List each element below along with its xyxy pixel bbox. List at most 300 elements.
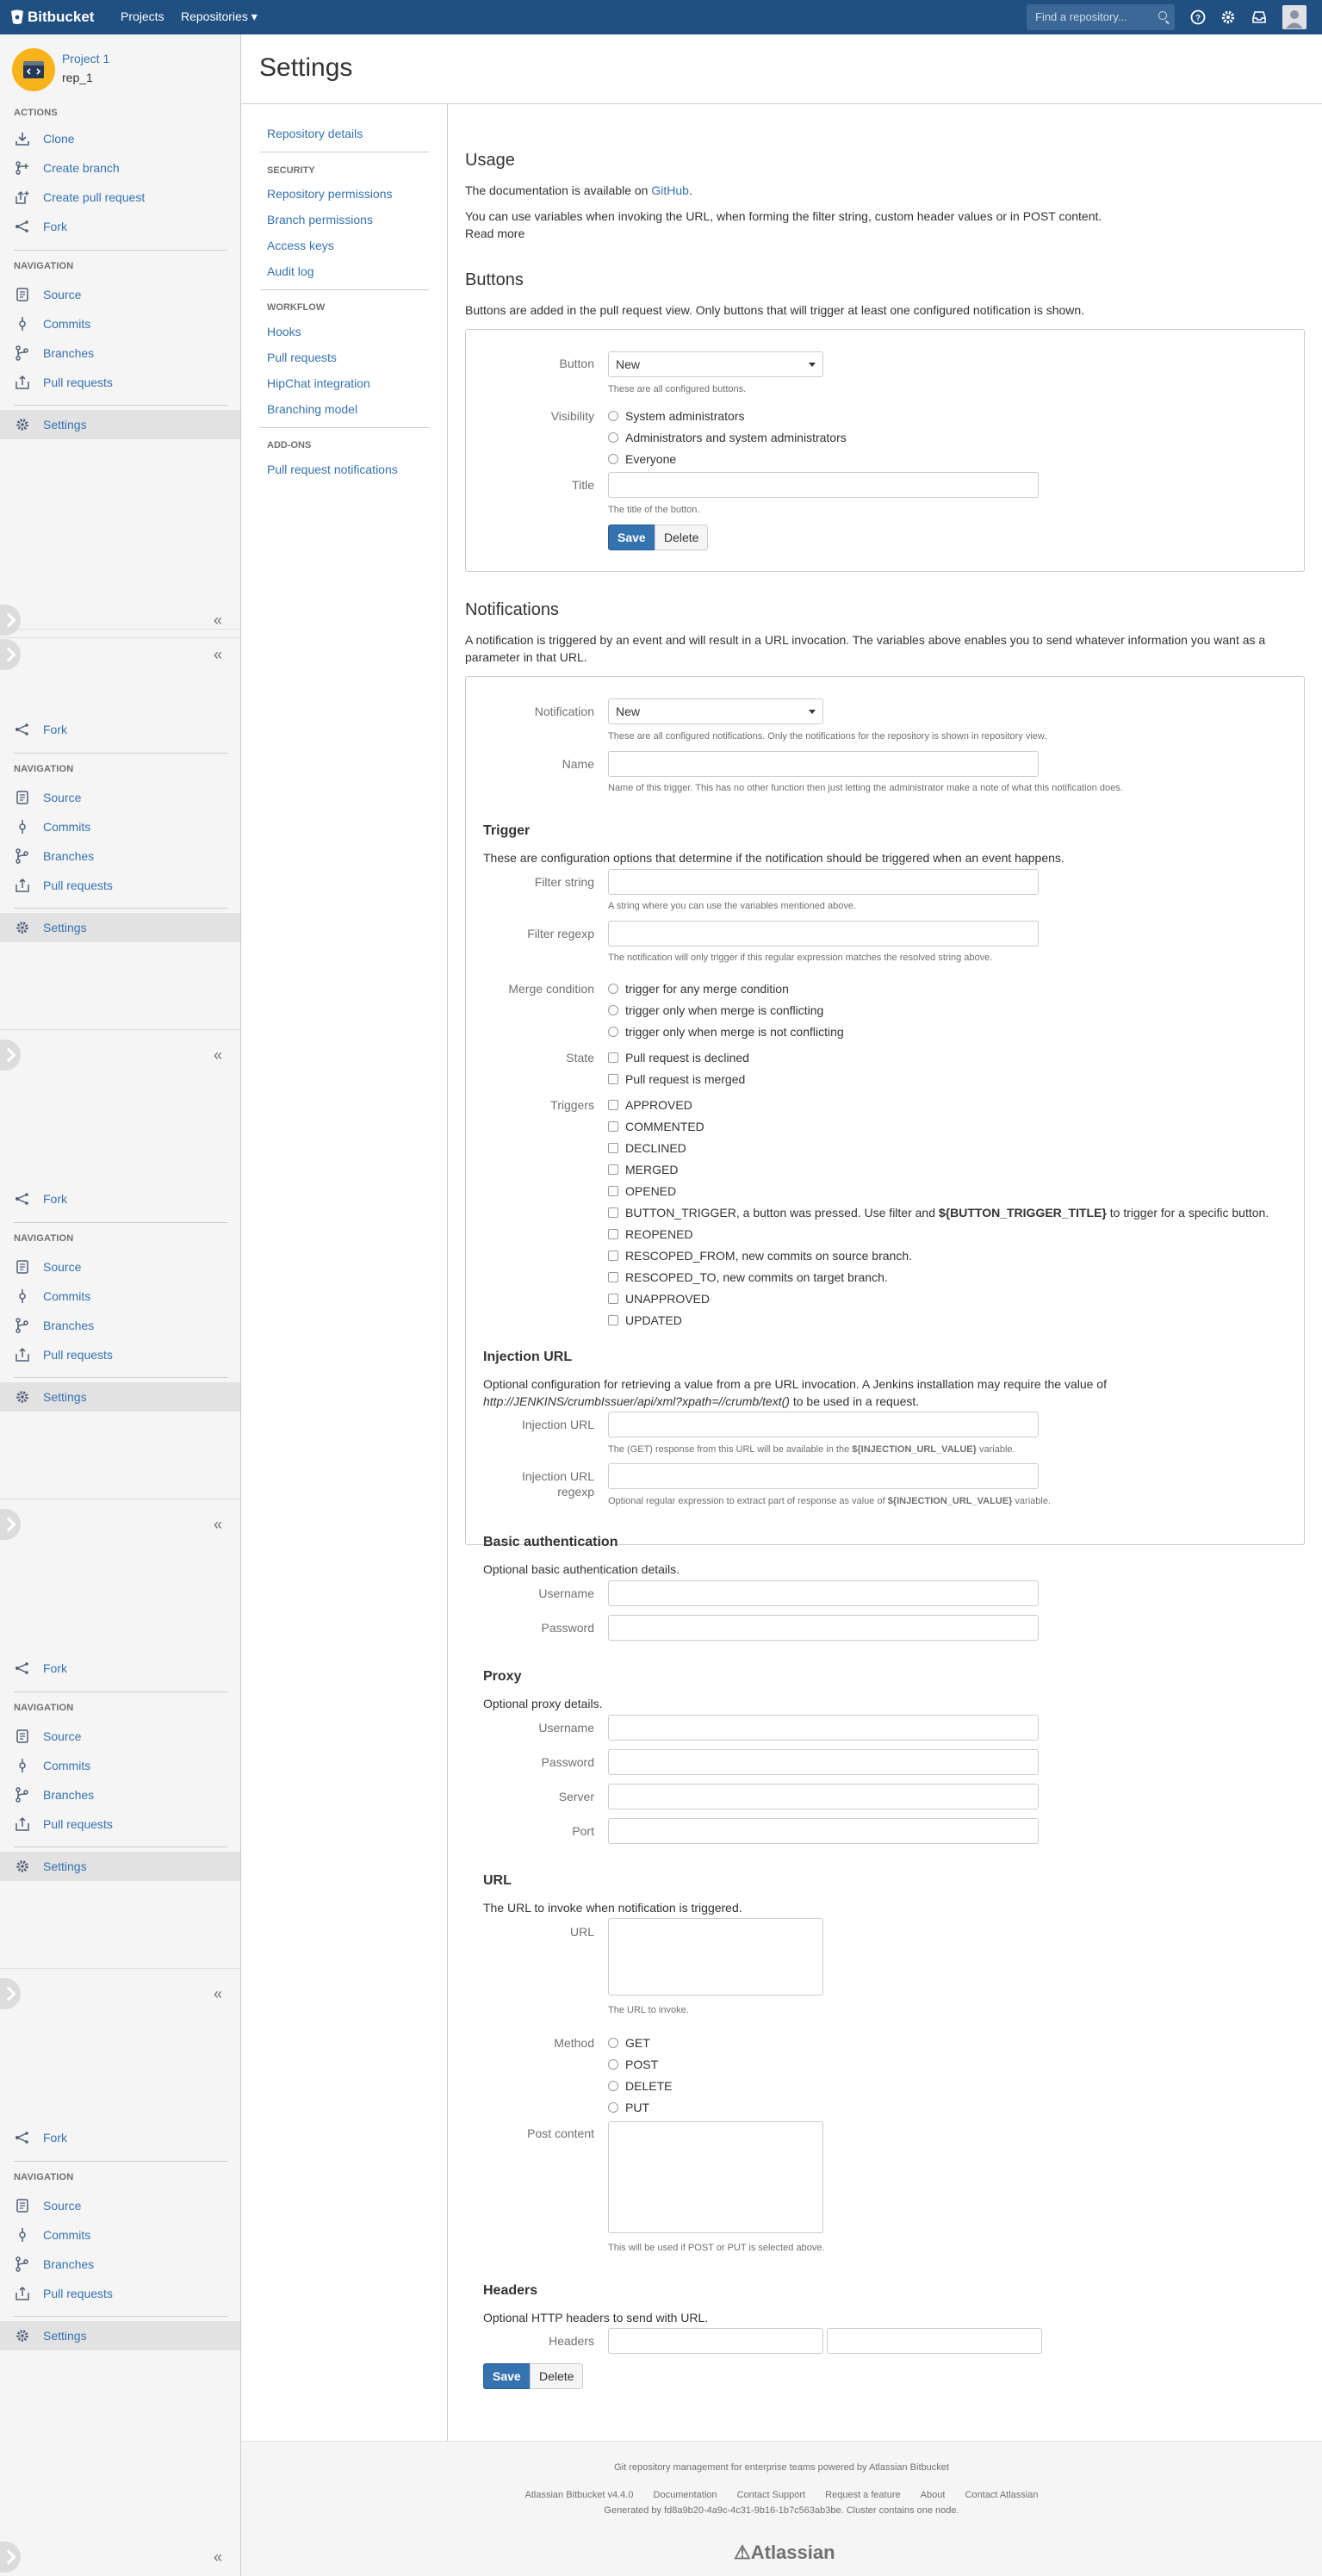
sidebar-item-label: Branches [43, 849, 95, 863]
state-label: State [566, 1051, 594, 1065]
checkbox-icon[interactable] [608, 1315, 618, 1325]
proxy-password-input[interactable] [608, 1749, 1039, 1775]
checkbox-icon[interactable] [608, 1229, 618, 1239]
basic-username-input[interactable] [608, 1580, 1039, 1606]
headers-heading: Headers [483, 2283, 538, 2298]
sidebar-item-commits[interactable] [0, 2220, 240, 2250]
merge-option[interactable] [608, 1002, 823, 1018]
proxy-server-input[interactable] [608, 1784, 1039, 1809]
sidebar-item-label: Pull requests [43, 1348, 113, 1362]
merge-option[interactable] [608, 981, 789, 996]
navigation-heading: NAVIGATION [14, 764, 74, 774]
collapse-sidebar-icon[interactable]: « [214, 611, 223, 629]
option-label: PUT [625, 2101, 649, 2114]
checkbox-icon[interactable] [608, 1074, 618, 1084]
option-label: GET [625, 2036, 650, 2050]
sidebar-item-fork[interactable] [0, 1654, 240, 1683]
injection-url-input[interactable] [608, 1412, 1039, 1437]
commits-icon [14, 1757, 31, 1774]
subnav-pull-request-notifications[interactable]: Pull request notifications [267, 462, 398, 476]
header-name-input[interactable] [608, 2328, 823, 2354]
sidebar-divider [14, 250, 227, 251]
proxy-password-label: Password [541, 1755, 594, 1769]
search-input[interactable] [1027, 4, 1175, 30]
merge-condition-label: Merge condition [508, 982, 594, 996]
project-link[interactable]: Project 1 [62, 52, 110, 65]
sidebar-item-label: Source [43, 791, 82, 804]
sidebar-item-source[interactable] [0, 2191, 240, 2220]
injection-help-a: The (GET) response from this URL will be available in the [608, 1444, 853, 1455]
sidebar-item-branches[interactable] [0, 1311, 240, 1340]
expand-sidebar-icon[interactable] [0, 1040, 21, 1071]
trigger-option[interactable] [608, 1140, 686, 1156]
inbox-icon[interactable] [1251, 9, 1268, 26]
fork-icon [14, 1660, 31, 1677]
trigger-option[interactable] [608, 1183, 676, 1199]
nav-projects[interactable]: Projects [121, 9, 164, 23]
trigger-desc-b: to trigger for a specific button. [1106, 1206, 1269, 1220]
method-option[interactable] [608, 2078, 672, 2094]
name-label: Name [562, 757, 594, 771]
chevron-down-icon: ▾ [251, 9, 258, 23]
radio-icon[interactable] [608, 454, 618, 464]
url-label: URL [569, 1925, 594, 1939]
fork-icon [14, 218, 31, 235]
checkbox-icon[interactable] [608, 1272, 618, 1282]
sidebar-item-label: Fork [43, 723, 67, 736]
page-title: Settings [259, 53, 353, 82]
trigger-description: These are configuration options that determine if the notification should be triggered when an event happens. [483, 851, 1064, 865]
trigger-desc-a: , a button was pressed. Use filter and [735, 1206, 939, 1220]
branches-icon [14, 1786, 31, 1803]
navigation-heading: NAVIGATION [14, 261, 74, 271]
save-button[interactable]: Save [608, 525, 655, 550]
atlassian-icon: ⚠ [734, 2542, 751, 2563]
footer-link-about[interactable]: About [920, 2490, 946, 2500]
subnav-divider [260, 427, 429, 428]
sidebar-item-label: Fork [43, 1192, 67, 1206]
sidebar-divider [14, 2161, 227, 2162]
checkbox-icon[interactable] [608, 1121, 618, 1132]
top-header [0, 0, 1322, 34]
basic-auth-description: Optional basic authentication details. [483, 1562, 680, 1576]
sidebar-section-divider [0, 1029, 240, 1030]
proxy-server-label: Server [558, 1790, 594, 1803]
option-label: trigger only when merge is not conflicting [625, 1025, 844, 1039]
state-option[interactable] [608, 1050, 749, 1065]
radio-icon[interactable] [608, 2081, 618, 2091]
button-title-input[interactable] [608, 472, 1039, 498]
footer-link-contact-atlassian[interactable]: Contact Atlassian [965, 2490, 1039, 2500]
source-icon [14, 2197, 31, 2214]
option-label: POST [625, 2058, 659, 2071]
sidebar-item-create-branch[interactable] [0, 153, 240, 183]
sidebar-item-source[interactable] [0, 1252, 240, 1282]
settings-icon [14, 1858, 31, 1875]
trigger-option[interactable] [608, 1226, 693, 1242]
notification-select-value: New [616, 705, 641, 718]
option-label: trigger only when merge is conflicting [625, 1003, 824, 1017]
sidebar-item-settings[interactable] [0, 913, 240, 942]
expand-sidebar-icon[interactable] [0, 2542, 21, 2573]
footer [241, 2441, 1322, 2576]
notification-save-button[interactable]: Save [483, 2363, 531, 2389]
url-description: The URL to invoke when notification is triggered. [483, 1901, 742, 1915]
subnav-repository-permissions[interactable]: Repository permissions [267, 187, 393, 201]
proxy-username-input[interactable] [608, 1715, 1039, 1741]
sidebar-item-commits[interactable] [0, 309, 240, 338]
help-icon[interactable] [1189, 9, 1207, 26]
sidebar-item-commits[interactable] [0, 1751, 240, 1780]
sidebar-item-pull-requests[interactable] [0, 368, 240, 397]
branches-icon [14, 345, 31, 362]
username-label: Username [538, 1586, 594, 1600]
trigger-var: ${BUTTON_TRIGGER_TITLE} [938, 1206, 1107, 1220]
sidebar-item-label: Source [43, 1260, 82, 1274]
subnav-addons-heading: ADD-ONS [267, 440, 312, 450]
injection-desc-path: http://JENKINS/crumbIssuer/api/xml?xpath=//crumb/text() [483, 1394, 790, 1408]
merge-option[interactable] [608, 1024, 844, 1040]
checkbox-icon[interactable] [608, 1294, 618, 1304]
fork-icon [14, 1190, 31, 1207]
radio-icon[interactable] [608, 2102, 618, 2113]
bitbucket-icon [10, 9, 24, 25]
sidebar-item-label: Branches [43, 1788, 95, 1802]
collapse-sidebar-icon[interactable]: « [214, 646, 223, 663]
checkbox-icon[interactable] [608, 1143, 618, 1153]
sidebar-item-clone[interactable] [0, 124, 240, 153]
checkbox-icon[interactable] [608, 1164, 618, 1175]
sidebar-item-source[interactable] [0, 783, 240, 812]
sidebar-item-source[interactable] [0, 280, 240, 309]
checkbox-icon[interactable] [608, 1052, 618, 1063]
subnav-pull-requests[interactable]: Pull requests [267, 351, 337, 364]
project-icon [12, 48, 55, 91]
option-label: OPENED [625, 1184, 677, 1198]
injection-url-regexp-label [465, 1468, 594, 1499]
sidebar-item-settings[interactable] [0, 2321, 240, 2350]
sidebar-item-label: Source [43, 1729, 82, 1743]
subnav-audit-log[interactable]: Audit log [267, 264, 314, 278]
option-label: Pull request is merged [625, 1072, 746, 1086]
filter-string-input[interactable] [608, 869, 1039, 895]
sidebar-divider [14, 1691, 227, 1692]
expand-sidebar-icon[interactable] [0, 1978, 21, 2009]
injection-regexp-help-var: ${INJECTION_URL_VALUE} [887, 1496, 1013, 1506]
notifications-description: A notification is triggered by an event and will result in a URL invocation. The variables above enables you to send whatever information you want as a parameter in that URL. [465, 633, 1266, 664]
repo-name: rep_1 [62, 71, 93, 84]
button-select-value: New [616, 357, 641, 371]
proxy-description: Optional proxy details. [483, 1697, 603, 1710]
branches-icon [14, 847, 31, 865]
source-icon [14, 286, 31, 303]
injection-regexp-help-a: Optional regular expression to extract part of response as value of [608, 1496, 888, 1506]
visibility-option[interactable] [608, 451, 676, 467]
dropdown-arrow-icon [809, 710, 816, 714]
source-icon [14, 1258, 31, 1276]
option-label: System administrators [625, 409, 745, 423]
injection-url-heading: Injection URL [483, 1350, 573, 1364]
sidebar-item-branches[interactable] [0, 2250, 240, 2279]
sidebar-item-label: Branches [43, 346, 95, 360]
sidebar-item-branches[interactable] [0, 338, 240, 368]
radio-icon[interactable] [608, 1027, 618, 1037]
sidebar-item-fork[interactable] [0, 1184, 240, 1214]
filter-regexp-input[interactable] [608, 921, 1039, 947]
method-option[interactable] [608, 2057, 658, 2072]
settings-icon [14, 2327, 31, 2344]
logo-text: Bitbucket [28, 9, 95, 25]
footer-links [241, 2490, 1322, 2500]
user-avatar[interactable] [1282, 5, 1306, 29]
sidebar-item-commits[interactable] [0, 812, 240, 841]
commits-icon [14, 818, 31, 835]
sidebar-divider [14, 1377, 227, 1378]
usage-heading: Usage [465, 151, 515, 170]
project-avatar[interactable] [12, 48, 55, 91]
basic-password-input[interactable] [608, 1615, 1039, 1641]
proxy-username-label: Username [538, 1721, 594, 1735]
sidebar-item-label: Settings [43, 418, 87, 431]
bitbucket-logo[interactable] [10, 8, 94, 27]
visibility-label: Visibility [550, 409, 594, 423]
headers-description: Optional HTTP headers to send with URL. [483, 2311, 709, 2325]
url-textarea[interactable] [608, 1918, 823, 1996]
title-label: Title [572, 478, 594, 492]
footer-generated: Generated by fd8a9b20-4a9c-4c31-9b16-1b7c563ab3be. Cluster contains one node. [604, 2505, 959, 2516]
subnav-security-heading: SECURITY [267, 165, 315, 176]
trigger-option[interactable] [608, 1205, 1269, 1220]
source-icon [14, 789, 31, 806]
injection-url-label: Injection URL [521, 1418, 594, 1431]
gear-icon[interactable] [1220, 9, 1237, 26]
sidebar-item-settings[interactable] [0, 1852, 240, 1881]
radio-icon[interactable] [608, 411, 618, 421]
sidebar-item-label: Settings [43, 1390, 87, 1404]
sidebar-item-branches[interactable] [0, 1780, 240, 1809]
sidebar-item-create-pull-request[interactable] [0, 183, 240, 212]
subnav-divider [447, 104, 448, 2441]
injection-url-regexp-input[interactable] [608, 1463, 1039, 1489]
sidebar-item-fork[interactable] [0, 2123, 240, 2152]
sidebar-item-label: Fork [43, 2131, 67, 2145]
url-help: The URL to invoke. [608, 2005, 689, 2015]
option-label: UPDATED [625, 1313, 682, 1327]
proxy-port-label: Port [572, 1824, 594, 1838]
sidebar-item-label: Fork [43, 1661, 67, 1675]
sidebar-item-pull-requests[interactable] [0, 871, 240, 900]
sidebar-item-fork[interactable] [0, 212, 240, 241]
method-option[interactable] [608, 2035, 650, 2051]
subnav-workflow-heading: WORKFLOW [267, 302, 326, 313]
sidebar-item-label: Fork [43, 220, 67, 233]
sidebar-item-pull-requests[interactable] [0, 1809, 240, 1839]
radio-icon[interactable] [608, 2059, 618, 2070]
option-label: UNAPPROVED [625, 1292, 711, 1306]
filter-regexp-help: The notification will only trigger if this regular expression matches the resolved string above. [608, 953, 993, 963]
clone-icon [14, 130, 31, 147]
option-label: trigger for any merge condition [625, 982, 789, 996]
sidebar-item-label: Pull requests [43, 878, 113, 892]
method-label: Method [554, 2036, 594, 2050]
github-link[interactable]: GitHub [651, 183, 689, 197]
sidebar-item-branches[interactable] [0, 841, 240, 871]
usage-vars-text: You can use variables when invoking the URL, when forming the filter string, custom header values or in POST content. [465, 209, 1102, 223]
sidebar-item-source[interactable] [0, 1722, 240, 1751]
buttons-description: Buttons are added in the pull request view. Only buttons that will trigger at least one configured notification is shown. [465, 303, 1085, 317]
sidebar-item-label: Commits [43, 1289, 91, 1303]
radio-icon[interactable] [608, 432, 618, 443]
option-label [625, 1206, 1269, 1220]
post-content-help: This will be used if POST or PUT is selected above. [608, 2243, 825, 2253]
footer-link-request-feature[interactable]: Request a feature [825, 2490, 901, 2500]
radio-icon[interactable] [608, 984, 618, 994]
branches-icon [14, 1317, 31, 1334]
sidebar-divider [14, 1222, 227, 1223]
option-label: DELETE [625, 2079, 673, 2093]
expand-sidebar-icon[interactable] [0, 1509, 21, 1540]
sidebar-item-label: Source [43, 288, 82, 301]
trigger-heading: Trigger [483, 823, 531, 838]
sidebar-item-pull-requests[interactable] [0, 1340, 240, 1369]
commits-icon [14, 1288, 31, 1305]
pull-requests-icon [14, 1346, 31, 1363]
option-label: Administrators and system administrators [625, 431, 847, 444]
create-pull-request-icon [14, 189, 31, 206]
sidebar-item-label: Source [43, 2199, 82, 2213]
search-placeholder: Find a repository... [1035, 10, 1127, 23]
expand-sidebar-icon[interactable] [0, 639, 21, 670]
sidebar-item-label: Settings [43, 2329, 87, 2343]
collapse-sidebar-icon[interactable]: « [214, 1985, 223, 2002]
proxy-heading: Proxy [483, 1669, 522, 1684]
url-heading: URL [483, 1873, 512, 1888]
pull-requests-icon [14, 877, 31, 894]
branches-icon [14, 2256, 31, 2273]
read-more-link[interactable]: Read more [465, 227, 525, 240]
checkbox-icon[interactable] [608, 1100, 618, 1110]
post-content-textarea[interactable] [608, 2121, 823, 2233]
title-divider [241, 103, 1322, 104]
basic-auth-heading: Basic authentication [483, 1535, 618, 1549]
password-label: Password [541, 1621, 594, 1635]
sidebar-item-label: Settings [43, 1859, 87, 1873]
header-value-input[interactable] [827, 2328, 1042, 2354]
sidebar-item-commits[interactable] [0, 1282, 240, 1311]
collapse-sidebar-icon[interactable]: « [214, 1046, 223, 1064]
option-label: COMMENTED [625, 1120, 704, 1133]
trigger-option[interactable] [608, 1291, 710, 1307]
svg-text:?: ? [1195, 14, 1201, 23]
filter-string-label: Filter string [534, 875, 594, 889]
button-help: These are all configured buttons. [608, 384, 747, 394]
sidebar-section-divider [0, 629, 240, 630]
filter-regexp-label: Filter regexp [527, 927, 594, 940]
footer-link-documentation[interactable]: Documentation [653, 2490, 717, 2500]
checkbox-icon[interactable] [608, 1251, 618, 1261]
trigger-option[interactable] [608, 1097, 692, 1113]
name-input[interactable] [608, 751, 1039, 777]
injection-regexp-label-a: Injection URL [521, 1469, 594, 1483]
radio-icon[interactable] [608, 2038, 618, 2048]
nav-repositories[interactable] [181, 9, 258, 24]
subnav-hipchat-integration[interactable]: HipChat integration [267, 376, 370, 390]
settings-icon [14, 416, 31, 433]
user-icon [1282, 5, 1306, 29]
sidebar-item-pull-requests[interactable] [0, 2279, 240, 2308]
navigation-heading: NAVIGATION [14, 1703, 74, 1713]
subnav-repository-details[interactable]: Repository details [267, 127, 363, 140]
navigation-heading: NAVIGATION [14, 2172, 74, 2182]
pull-requests-icon [14, 1816, 31, 1833]
injection-desc-a: Optional configuration for retrieving a value from a pre URL invocation. A Jenkins installation may require the value of [483, 1377, 1107, 1391]
trigger-option[interactable] [608, 1162, 678, 1177]
sidebar-item-label: Commits [43, 1759, 91, 1772]
trigger-option[interactable] [608, 1248, 912, 1263]
injection-help-b: variable. [976, 1444, 1015, 1455]
sidebar-divider [14, 753, 227, 754]
nav-repositories-label: Repositories [181, 9, 248, 23]
footer-version: Atlassian Bitbucket v4.4.0 [524, 2490, 634, 2500]
injection-regexp-label-b: regexp [557, 1485, 594, 1499]
checkbox-icon[interactable] [608, 1207, 618, 1218]
radio-icon[interactable] [608, 1005, 618, 1015]
notification-select[interactable] [608, 698, 823, 724]
commits-icon [14, 315, 31, 332]
subnav-hooks[interactable]: Hooks [267, 325, 301, 338]
settings-icon [14, 1388, 31, 1406]
button-select[interactable] [608, 351, 823, 377]
method-option[interactable] [608, 2100, 649, 2115]
sidebar-item-label: Commits [43, 317, 91, 331]
collapse-sidebar-icon[interactable]: « [214, 2548, 223, 2566]
option-label: RESCOPED_FROM, new commits on source branch. [625, 1249, 912, 1263]
state-option[interactable] [608, 1071, 745, 1087]
triggers-label: Triggers [550, 1098, 594, 1112]
subnav-branch-permissions[interactable]: Branch permissions [267, 213, 373, 227]
footer-tagline: Git repository management for enterprise teams powered by Atlassian Bitbucket [614, 2462, 949, 2473]
sidebar-item-fork[interactable] [0, 715, 240, 744]
sidebar-item-settings[interactable] [0, 1382, 240, 1412]
visibility-option[interactable] [608, 430, 847, 445]
sidebar [0, 34, 241, 2576]
sidebar-item-settings[interactable] [0, 410, 240, 439]
footer-link-contact-support[interactable]: Contact Support [736, 2490, 806, 2500]
sidebar-item-label: Pull requests [43, 2287, 113, 2300]
option-label: DECLINED [625, 1141, 686, 1155]
trigger-option[interactable] [608, 1313, 682, 1328]
trigger-option[interactable] [608, 1269, 888, 1285]
expand-sidebar-icon[interactable] [0, 605, 21, 636]
collapse-sidebar-icon[interactable]: « [214, 1516, 223, 1533]
sidebar-item-label: Pull requests [43, 1817, 113, 1831]
subnav-branching-model[interactable]: Branching model [267, 402, 358, 416]
delete-button[interactable]: Delete [655, 525, 708, 550]
atlassian-logo[interactable] [734, 2542, 835, 2564]
subnav-access-keys[interactable]: Access keys [267, 239, 334, 252]
search-icon [1158, 11, 1167, 20]
dropdown-arrow-icon [809, 363, 816, 367]
proxy-port-input[interactable] [608, 1818, 1039, 1844]
trigger-option[interactable] [608, 1119, 704, 1134]
checkbox-icon[interactable] [608, 1186, 618, 1196]
visibility-option[interactable] [608, 408, 744, 424]
notification-label: Notification [534, 705, 594, 718]
notification-delete-button[interactable]: Delete [530, 2363, 583, 2389]
trigger-name: BUTTON_TRIGGER [625, 1206, 736, 1220]
usage-doc-text [465, 182, 692, 199]
injection-url-regexp-help [608, 1496, 1051, 1506]
